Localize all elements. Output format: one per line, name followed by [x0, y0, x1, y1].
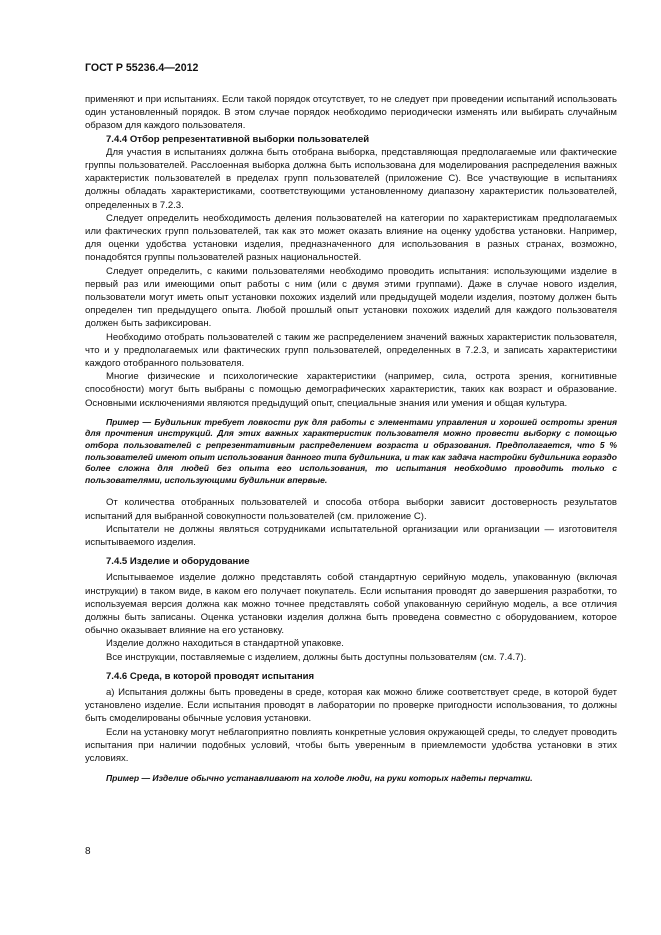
- example-note: Пример — Будильник требует ловкости рук для работы с элементами управления и хорошей остроты зрения для прочтения инструкций. Для этих важных характеристик пользователя можно провести выборку с помощью отбора пользователей с репрезентативным распределением возраста и образования. Предполагается, что 5 % пользователей имеют опыт использования данного типа будильника, и так как задача настройки будильника гораздо более сложна для людей без опыта его использования, то испытания необходимо проводить только с пользователями, использующими будильник впервые.: [85, 416, 617, 485]
- paragraph: Следует определить, с какими пользователями необходимо проводить испытания: использующими изделие в первый раз или имеющими опыт работы с ним (или с двумя этими группами). Даже в случае нового изделия, пользователи могут иметь опыт установки похожих изделий или предыдущей модели изделия, поэтому должен быть определен тип предыдущего опыта. Любой прошлый опыт установки похожих изделий для каждого пользователя должен быть зафиксирован.: [85, 265, 617, 330]
- paragraph: Все инструкции, поставляемые с изделием, должны быть доступны пользователям (см. 7.4.7).: [106, 651, 527, 663]
- paragraph: Многие физические и психологические характеристики (например, сила, острота зрения, когнитивные способности) могут быть выбраны с помощью демографических характеристик, таких как возраст и образование. Основными исключениями являются предыдущий опыт, специальные знания или умения и общая культура.: [85, 371, 617, 409]
- section-heading-7-4-5: 7.4.5 Изделие и оборудование: [106, 556, 250, 568]
- document-header: ГОСТ Р 55236.4—2012: [85, 62, 199, 74]
- example-note: Пример — Изделие обычно устанавливают на холоде люди, на руки которых надеты перчатки.: [106, 773, 533, 784]
- page-number: 8: [85, 846, 91, 857]
- document-body: [85, 93, 617, 785]
- paragraph: Испытываемое изделие должно представлять собой стандартную серийную модель, упакованную (включая инструкции) в таком виде, в каком его получает покупатель. Если испытания проводят до завершения разработки, то используемая версия должна как можно точнее представлять собой упакованную серийную модель, а все отличия должны быть записаны. Оценка установки изделия должна быть проведена совместно с оборудованием, которое обычно оказывает влияние на его установку.: [85, 572, 617, 637]
- paragraph: а) Испытания должны быть проведены в среде, которая как можно ближе соответствует среде, в которой будет установлено изделие. Если испытания проводят в лаборатории по проверке пригодности использования, то должны быть смоделированы обычные условия установки.: [85, 687, 617, 725]
- paragraph: От количества отобранных пользователей и способа отбора выборки зависит достоверность результатов испытаний для выбранной совокупности пользователей (см. приложение С).: [85, 497, 617, 522]
- section-heading-7-4-4: 7.4.4 Отбор репрезентативной выборки пользователей: [106, 133, 370, 145]
- section-heading-7-4-6: 7.4.6 Среда, в которой проводят испытания: [106, 670, 315, 682]
- paragraph: Необходимо отобрать пользователей с таким же распределением значений важных характеристик пользователя, что и у предполагаемых или фактических групп пользователей, определенных в 7.2.3, и записать характеристики каждого отобранного пользователя.: [85, 331, 617, 370]
- paragraph: применяют и при испытаниях. Если такой порядок отсутствует, то не следует при проведении испытаний использовать один установленный порядок. В этом случае порядок необходимо периодически изменять или выбирать случайным образом для каждого пользователя.: [85, 94, 617, 132]
- paragraph: Изделие должно находиться в стандартной упаковке.: [106, 638, 344, 650]
- paragraph: Следует определить необходимость деления пользователей на категории по характеристикам предполагаемых или фактических групп пользователей, так как это может оказать влияние на оценку удобства установки. Например, для оценки удобства установки изделия, предназначенного для использования в разных странах, возможно, понадобятся группы пользователей разных национальностей.: [85, 212, 617, 264]
- paragraph: Если на установку могут неблагоприятно повлиять конкретные условия окружающей среды, то следует проводить испытания при наличии подобных условий, чтобы быть уверенным в приемлемости удобства установки в этих условиях.: [85, 726, 617, 765]
- paragraph: Испытатели не должны являться сотрудниками испытательной организации или организации — изготовителя испытываемого изделия.: [85, 523, 617, 549]
- paragraph: Для участия в испытаниях должна быть отобрана выборка, представляющая предполагаемые или фактические группы пользователей. Расслоенная выборка должна быть использована для моделирования распределения важных характеристик пользователей в пределах групп пользователей (приложение С). Все участвующие в испытаниях должны обладать характеристиками, соответствующими установленному диапазону характеристик пользователей, определенных в 7.2.3.: [85, 146, 617, 211]
- document-page: [85, 62, 617, 795]
